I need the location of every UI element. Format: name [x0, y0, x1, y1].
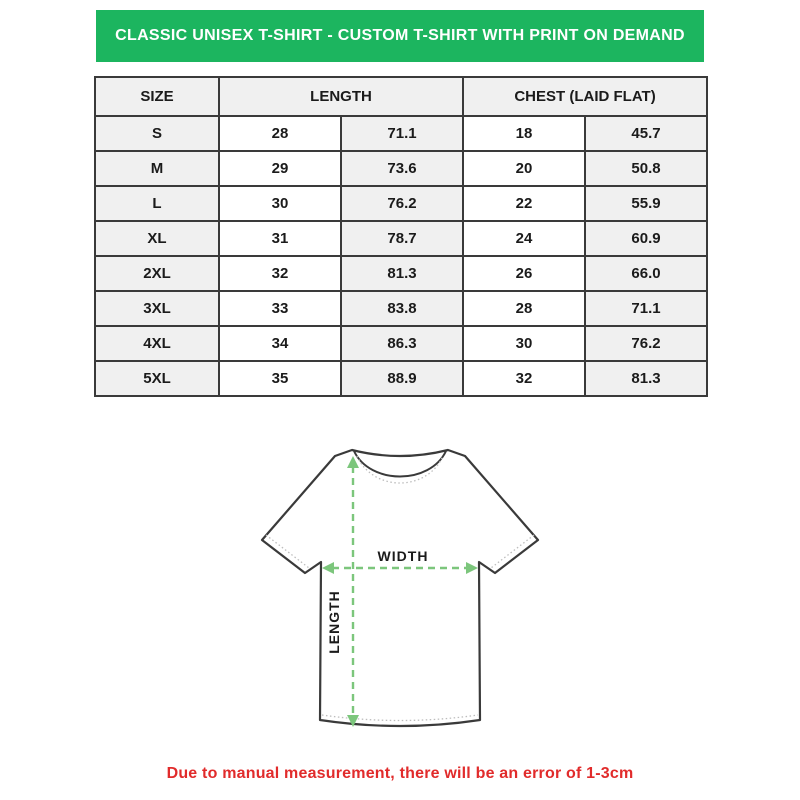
width-label: WIDTH [377, 548, 429, 564]
size-cell: 2XL [95, 256, 219, 291]
chest-cm-cell: 76.2 [585, 326, 707, 361]
chest-cm-cell: 55.9 [585, 186, 707, 221]
table-header-row [95, 77, 707, 116]
table-row [95, 151, 707, 186]
chest-inch-cell: 28 [463, 291, 585, 326]
length-inch-cell: 32 [219, 256, 341, 291]
size-cell: 4XL [95, 326, 219, 361]
table-row [95, 186, 707, 221]
chest-cm-cell: 60.9 [585, 221, 707, 256]
length-inch-cell: 29 [219, 151, 341, 186]
chest-inch-cell: 24 [463, 221, 585, 256]
size-cell: L [95, 186, 219, 221]
size-chart-table [94, 76, 708, 397]
chest-cm-cell: 81.3 [585, 361, 707, 396]
tshirt-diagram [240, 435, 560, 755]
tshirt-outline [262, 450, 538, 726]
length-cm-cell: 81.3 [341, 256, 463, 291]
size-table-body [95, 116, 707, 396]
size-cell: 3XL [95, 291, 219, 326]
table-row [95, 291, 707, 326]
length-cm-cell: 83.8 [341, 291, 463, 326]
product-title-banner [96, 10, 704, 62]
chest-cm-cell: 45.7 [585, 116, 707, 151]
chest-inch-cell: 26 [463, 256, 585, 291]
chest-inch-cell: 22 [463, 186, 585, 221]
chest-cm-cell: 66.0 [585, 256, 707, 291]
length-inch-cell: 28 [219, 116, 341, 151]
size-cell: XL [95, 221, 219, 256]
chest-cm-cell: 71.1 [585, 291, 707, 326]
length-cm-cell: 76.2 [341, 186, 463, 221]
length-cm-cell: 88.9 [341, 361, 463, 396]
length-inch-cell: 31 [219, 221, 341, 256]
chest-inch-cell: 30 [463, 326, 585, 361]
size-cell: 5XL [95, 361, 219, 396]
tshirt-illustration [240, 435, 560, 755]
chest-inch-cell: 32 [463, 361, 585, 396]
table-row [95, 361, 707, 396]
product-title: CLASSIC UNISEX T-SHIRT - CUSTOM T-SHIRT WITH PRINT ON DEMAND [115, 27, 685, 44]
length-cm-cell: 86.3 [341, 326, 463, 361]
size-cell: M [95, 151, 219, 186]
length-inch-cell: 35 [219, 361, 341, 396]
length-column-header: LENGTH [219, 77, 463, 116]
table-row [95, 116, 707, 151]
measurement-note [0, 762, 800, 786]
chest-cm-cell: 50.8 [585, 151, 707, 186]
size-cell: S [95, 116, 219, 151]
chest-inch-cell: 20 [463, 151, 585, 186]
chest-inch-cell: 18 [463, 116, 585, 151]
table-row [95, 256, 707, 291]
size-chart-table-wrapper [94, 76, 707, 397]
length-inch-cell: 33 [219, 291, 341, 326]
length-cm-cell: 71.1 [341, 116, 463, 151]
length-inch-cell: 30 [219, 186, 341, 221]
chest-column-header: CHEST (LAID FLAT) [463, 77, 707, 116]
table-row [95, 326, 707, 361]
length-cm-cell: 78.7 [341, 221, 463, 256]
length-label: LENGTH [326, 590, 342, 654]
table-row [95, 221, 707, 256]
length-cm-cell: 73.6 [341, 151, 463, 186]
size-column-header: SIZE [95, 77, 219, 116]
length-inch-cell: 34 [219, 326, 341, 361]
measurement-note-text: Due to manual measurement, there will be an error of 1-3cm [166, 765, 634, 782]
